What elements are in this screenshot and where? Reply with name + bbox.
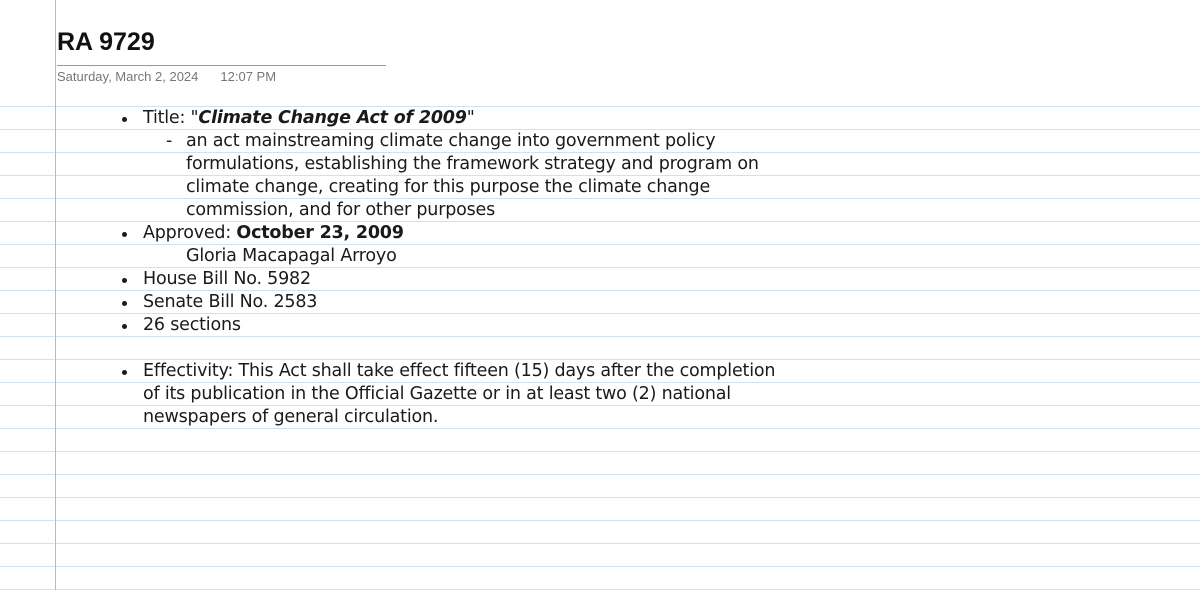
approved-item [143, 222, 833, 245]
page-time: 12:07 PM [220, 69, 277, 84]
title-description-line: climate change, creating for this purpose the climate change [186, 177, 711, 197]
page-title[interactable]: RA 9729 [57, 28, 155, 56]
page-date: Saturday, March 2, 2024 [57, 69, 199, 84]
title-item [143, 107, 833, 130]
approved-label: Approved: [143, 223, 237, 243]
senate-bill-item: Senate Bill No. 2583 [143, 291, 833, 314]
title-description-line: an act mainstreaming climate change into government policy [186, 131, 716, 151]
title-description [143, 130, 833, 153]
effectivity-line: of its publication in the Official Gazette or in at least two (2) national [143, 384, 731, 404]
title-close-quote: " [466, 108, 475, 128]
title-description-line: commission, and for other purposes [186, 200, 496, 220]
approved-date: October 23, 2009 [236, 223, 404, 243]
title-value: Climate Change Act of 2009 [198, 108, 467, 128]
title-description-line: formulations, establishing the framework strategy and program on [186, 154, 759, 174]
effectivity-item: Effectivity: This Act shall take effect fifteen (15) days after the completion [143, 360, 833, 383]
sections-item: 26 sections [143, 314, 833, 337]
approved-by: Gloria Macapagal Arroyo [186, 246, 397, 266]
note-body[interactable] [143, 107, 833, 429]
page-meta [57, 68, 276, 86]
house-bill-item: House Bill No. 5982 [143, 268, 833, 291]
dash-marker: - [166, 131, 173, 151]
margin-line [55, 0, 56, 590]
title-label: Title: " [143, 108, 199, 128]
blank-line [143, 337, 833, 360]
title-underline [57, 65, 386, 66]
effectivity-line: newspapers of general circulation. [143, 407, 439, 427]
